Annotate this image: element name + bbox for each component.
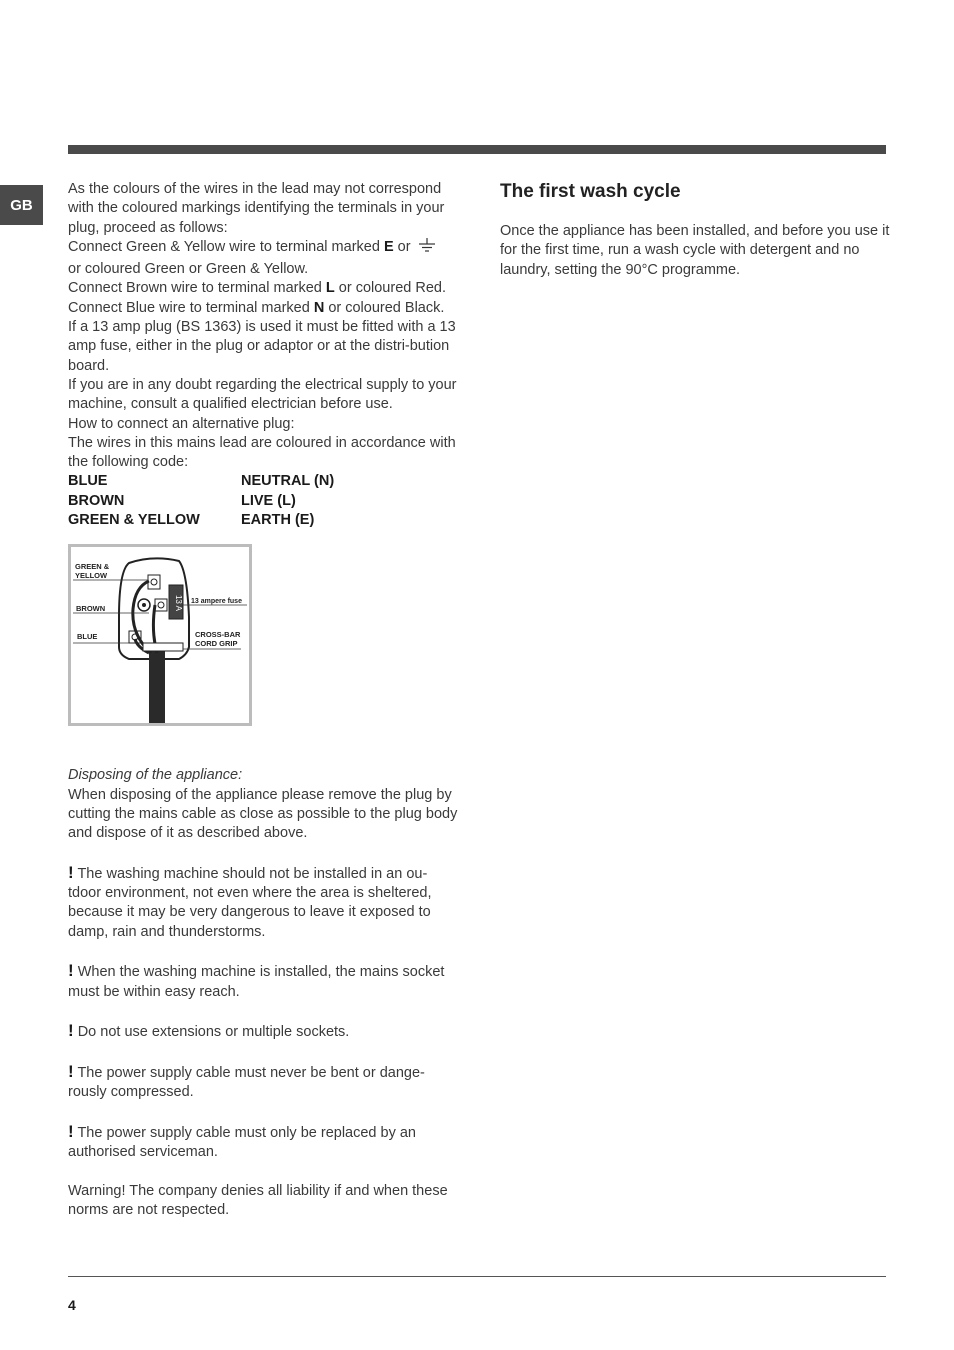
alt-plug-heading: How to connect an alternative plug: (68, 415, 295, 432)
fuse-label: 13 A (174, 595, 183, 612)
warning-cable-replace: ! The power supply cable must only be replaced by an authorised serviceman. (68, 1121, 416, 1160)
exclamation-icon: ! (68, 1121, 74, 1141)
first-wash-body: Once the appliance has been installed, and before you use it for the first time, run a wash cycle with detergent and no laundry, setting the 90°C programme. (500, 223, 890, 278)
warning-outdoor: ! The washing machine should not be installed in an ou-tdoor environment, not even where the area is sheltered, because it may be very dangerous to leave it exposed to damp, rain and thunderstorms. (68, 862, 432, 940)
bottom-divider (68, 1276, 886, 1277)
blue-instruction: Connect Blue wire to terminal marked N or coloured Black. (68, 299, 445, 316)
language-tab: GB (0, 185, 43, 225)
brown-instruction: Connect Brown wire to terminal marked L or coloured Red. (68, 280, 446, 297)
label-blue: BLUE (77, 632, 98, 642)
exclamation-icon: ! (68, 1021, 74, 1041)
plug-wiring-diagram (68, 544, 252, 726)
earth-symbol-icon (417, 238, 437, 260)
exclamation-icon: ! (68, 1061, 74, 1081)
disposing-title: Disposing of the appliance: (68, 767, 243, 784)
page-number: 4 (68, 1297, 76, 1313)
label-brown: BROWN (76, 604, 106, 614)
exclamation-icon: ! (68, 862, 74, 882)
top-divider-bar (68, 145, 886, 154)
label-green-yellow-2: YELLOW (75, 571, 108, 581)
final-warning: Warning! The company denies all liability if and when these norms are not respected. (68, 1182, 448, 1218)
exclamation-icon: ! (68, 961, 74, 981)
doubt-instruction: If you are in any doubt regarding the electrical supply to your machine, consult a qualified electrician before use. (68, 376, 457, 413)
table-row: BROWN LIVE (L) (68, 492, 296, 509)
warning-socket: ! When the washing machine is installed, the mains socket must be within easy reach. (68, 961, 445, 1000)
green-yellow-instruction: Connect Green & Yellow wire to terminal marked E or or coloured Green or Green & Yellow. (68, 238, 458, 280)
colour-code-table (68, 472, 334, 530)
left-column (68, 180, 458, 1220)
table-row: BLUE NEUTRAL (N) (68, 473, 335, 490)
label-crossbar-1: CROSS-BAR (195, 630, 241, 640)
label-fuse: 13 ampere fuse (191, 598, 242, 606)
disposing-body: When disposing of the appliance please remove the plug by cutting the mains cable as close as possible to the plug body and dispose of it as described above. (68, 786, 458, 842)
label-green-yellow-1: GREEN & (75, 562, 110, 572)
warning-cable-bent: ! The power supply cable must never be bent or dange-rously compressed. (68, 1061, 425, 1101)
colour-code-intro: The wires in this mains lead are coloured in accordance with the following code: (68, 434, 456, 471)
wiring-intro: As the colours of the wires in the lead may not correspond with the coloured markings identifying the terminals in your plug, proceed as follows: (68, 181, 445, 236)
table-row: GREEN & YELLOW EARTH (E) (68, 512, 315, 529)
label-crossbar-2: CORD GRIP (195, 639, 238, 649)
right-column (500, 180, 890, 280)
warning-extensions: ! Do not use extensions or multiple sockets. (68, 1021, 350, 1041)
fuse-instruction: If a 13 amp plug (BS 1363) is used it must be fitted with a 13 amp fuse, either in the plug or adaptor or at the distri-bution board. (68, 319, 456, 374)
section-heading: The first wash cycle (500, 181, 681, 202)
